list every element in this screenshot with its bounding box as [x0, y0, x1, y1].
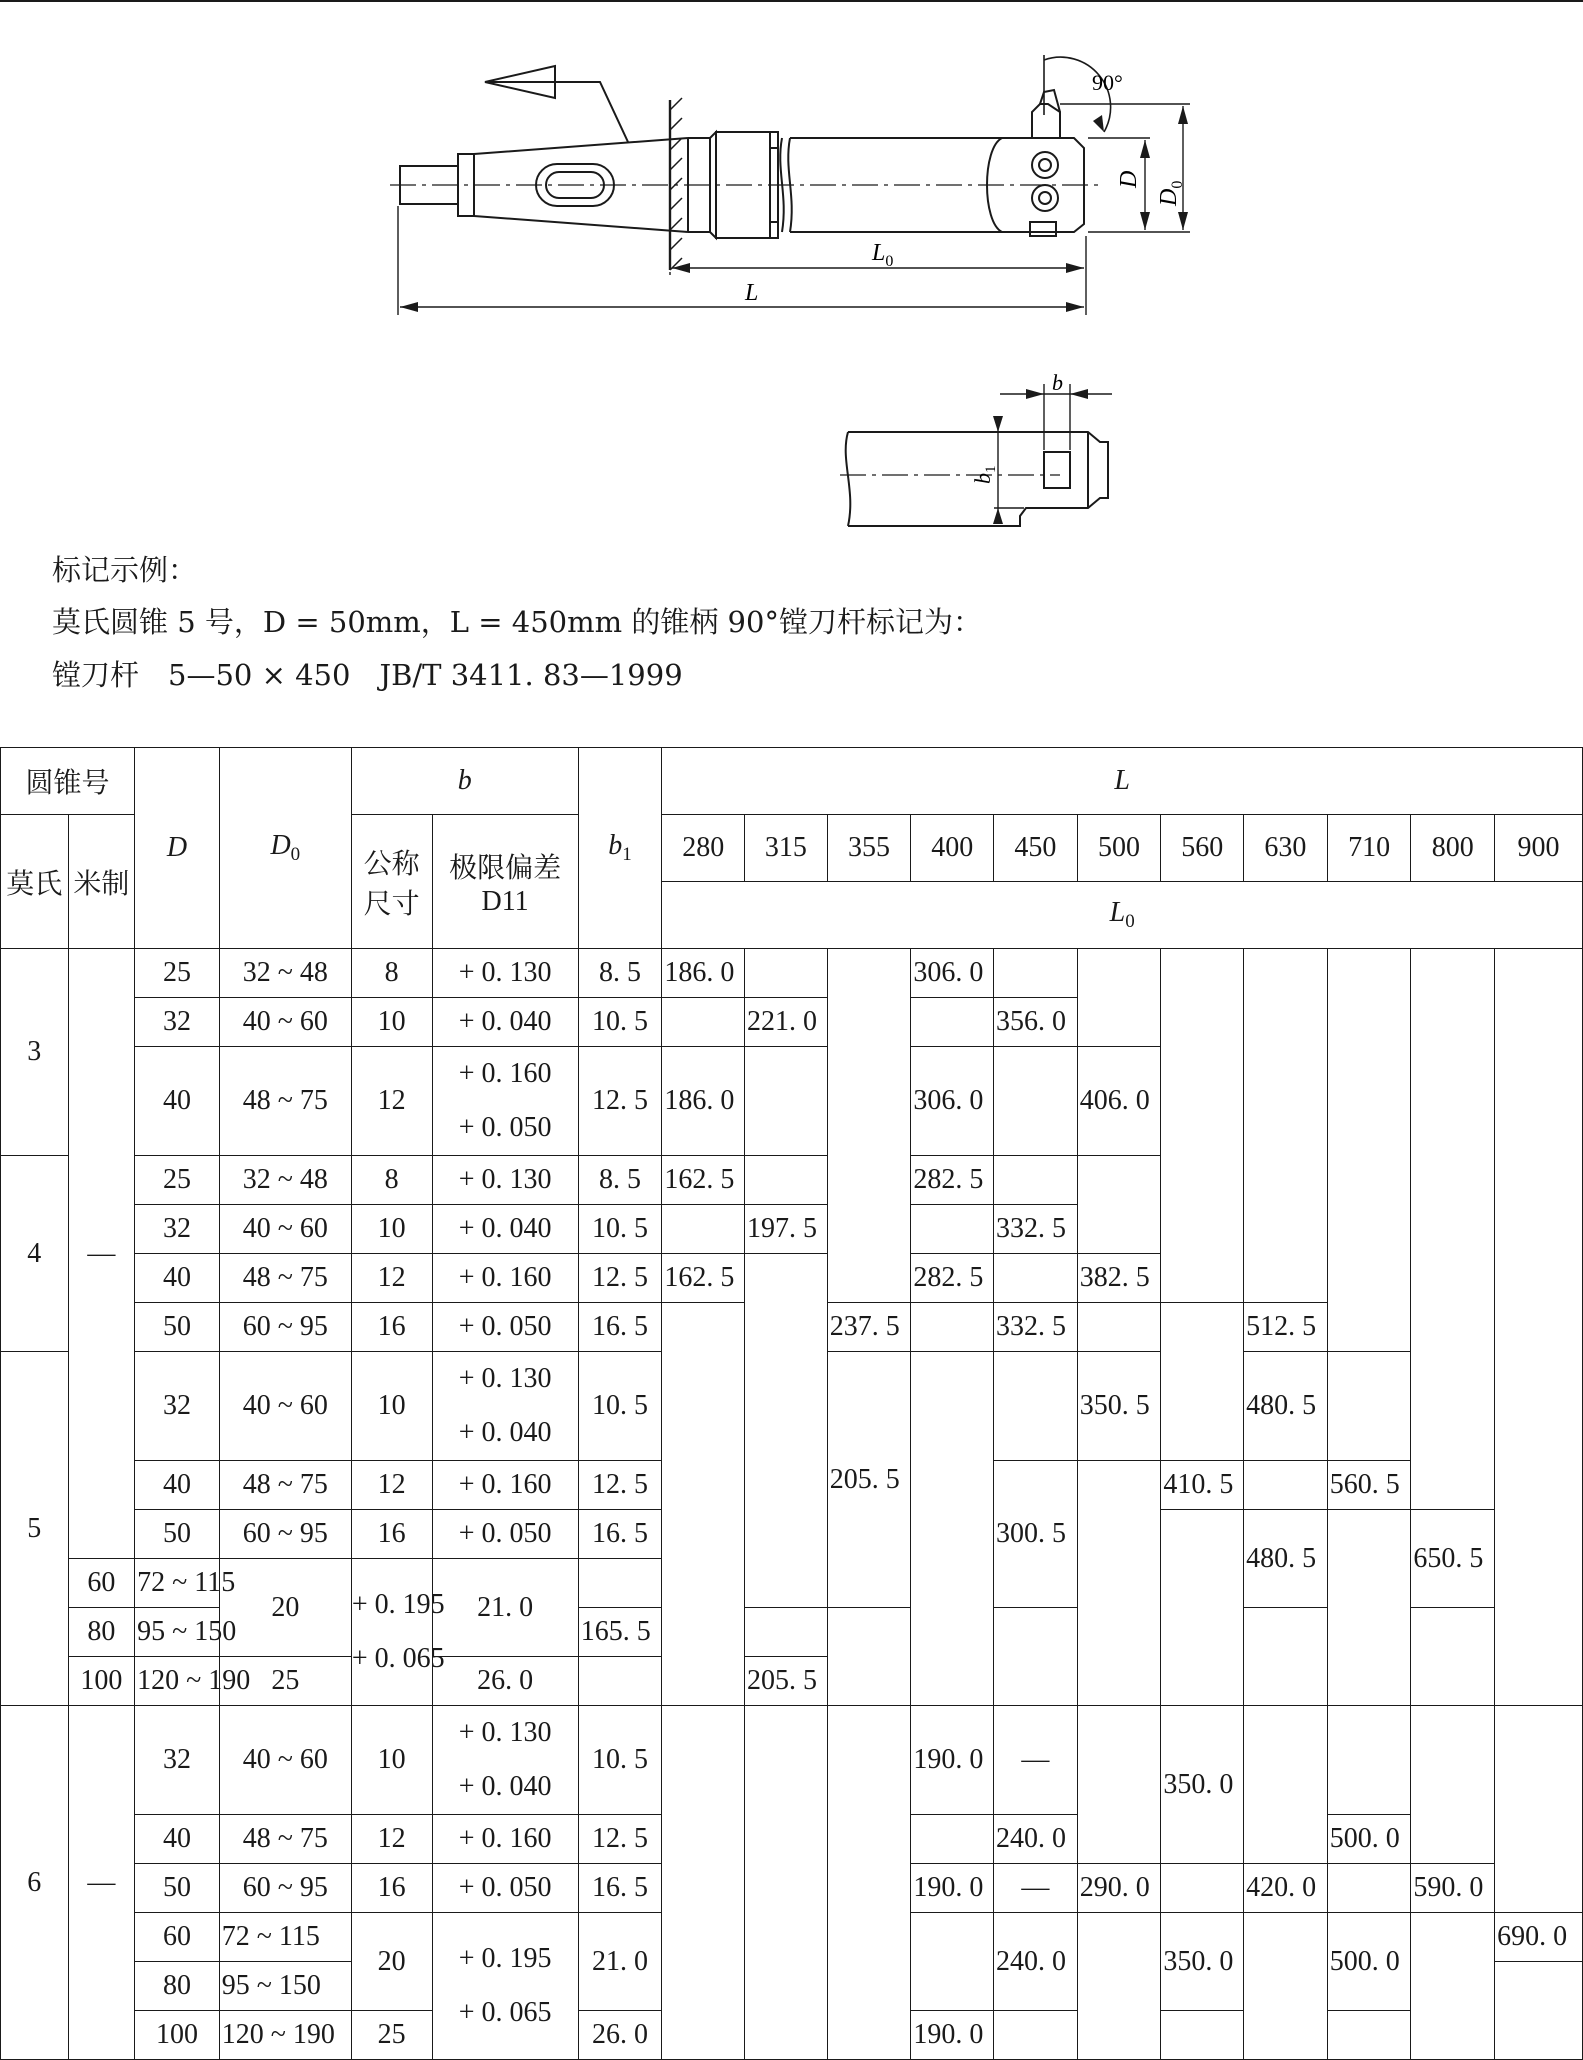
cell-L0: 650. 5	[1411, 1510, 1495, 1608]
cell-L0	[1077, 1156, 1161, 1254]
cell-b: 12	[351, 1815, 432, 1864]
spec-table	[0, 747, 1583, 2060]
cell-b1: 16. 5	[578, 1864, 662, 1913]
cell-L0	[745, 949, 828, 998]
cell-L0	[994, 1047, 1078, 1156]
cell-D: 60	[68, 1559, 135, 1608]
cell-D0: 72 ~ 115	[219, 1913, 351, 1962]
cell-L0	[1327, 1706, 1411, 1815]
example-text: 莫氏圆锥 5 号，D = 50mm，L = 450mm 的锥柄 90°镗刀杆标记为：	[52, 605, 982, 639]
cell-L0: 162. 5	[662, 1254, 745, 1303]
metric-cell: —	[68, 1706, 135, 2060]
cell-D0: 40 ~ 60	[219, 998, 351, 1047]
cell-D0: 120 ~ 190	[135, 1657, 220, 1706]
cell-L0	[827, 949, 911, 1303]
cell-b1: 21. 0	[578, 1913, 662, 2011]
cell-L0	[745, 1047, 828, 1156]
cell-L0: 332. 5	[994, 1303, 1078, 1352]
cell-L0	[1244, 1706, 1328, 1864]
D-label: D	[1116, 170, 1142, 188]
cell-dev: + 0. 160	[432, 1815, 578, 1864]
cell-L0: 350. 0	[1161, 1706, 1244, 1864]
cell-D: 100	[135, 2011, 220, 2060]
cell-D0: 40 ~ 60	[219, 1706, 351, 1815]
hdr-D: D	[135, 748, 220, 949]
cell-D0: 48 ~ 75	[219, 1254, 351, 1303]
cell-L0: 500. 0	[1327, 1913, 1411, 2011]
cell-D0: 40 ~ 60	[219, 1352, 351, 1461]
designation-text: 镗刀杆 5—50 × 450 JB/T 3411. 83—1999	[52, 658, 683, 692]
cell-L0	[1077, 949, 1161, 1047]
cell-L0	[994, 1254, 1078, 1303]
cell-L0: 165. 5	[578, 1608, 662, 1657]
boring-bar-drawing	[0, 0, 1583, 540]
cell-L0	[662, 1205, 745, 1254]
cell-L0: 190. 0	[911, 1706, 994, 1815]
cell-L0: —	[994, 1706, 1078, 1815]
cell-L0: 356. 0	[994, 998, 1078, 1047]
cell-D: 40	[135, 1047, 220, 1156]
cell-b: 16	[351, 1510, 432, 1559]
hdr-taper-no: 圆锥号	[1, 748, 135, 815]
cell-L0: 237. 5	[827, 1303, 911, 1352]
hdr-L-value: 560	[1161, 815, 1244, 882]
cell-dev: + 0. 130	[432, 1156, 578, 1205]
cell-L0	[1411, 1913, 1495, 2060]
cell-b1: 16. 5	[578, 1510, 662, 1559]
cell-D0: 48 ~ 75	[219, 1047, 351, 1156]
cell-L0	[1411, 1706, 1495, 1864]
cell-dev: + 0. 050	[432, 1864, 578, 1913]
table-row	[1, 949, 1583, 998]
cell-L0	[994, 1608, 1078, 1706]
cell-L0: 186. 0	[662, 1047, 745, 1156]
cell-b1: 12. 5	[578, 1047, 662, 1156]
cell-b: 8	[351, 1156, 432, 1205]
cell-L0: 350. 0	[1161, 1913, 1244, 2011]
cell-L0: 300. 5	[994, 1461, 1078, 1608]
hdr-L0: $L_0$	[662, 882, 1583, 949]
cell-dev: + 0. 130 + 0. 040	[432, 1706, 578, 1815]
cell-L0: 480. 5	[1244, 1352, 1328, 1461]
cell-dev: + 0. 130 + 0. 040	[432, 1352, 578, 1461]
hdr-morse: 莫氏	[1, 815, 69, 949]
cell-D0: 120 ~ 190	[219, 2011, 351, 2060]
cell-dev: + 0. 160 + 0. 050	[432, 1047, 578, 1156]
cell-L0: 480. 5	[1244, 1510, 1328, 1608]
cell-L0: 590. 0	[1411, 1864, 1495, 1913]
cell-L0	[1327, 1864, 1411, 1913]
hdr-L: L	[662, 748, 1583, 815]
cell-b1: 12. 5	[578, 1254, 662, 1303]
cell-L0	[1411, 949, 1495, 1510]
cell-D: 40	[135, 1461, 220, 1510]
cell-L0: 221. 0	[745, 998, 828, 1047]
cell-b1: 8. 5	[578, 1156, 662, 1205]
cell-dev: + 0. 195 + 0. 065	[432, 1913, 578, 2060]
cell-D: 40	[135, 1815, 220, 1864]
hdr-L-value: 280	[662, 815, 745, 882]
cell-D: 80	[135, 1962, 220, 2011]
cell-b1: 10. 5	[578, 1205, 662, 1254]
cell-L0: 240. 0	[994, 1913, 1078, 2011]
cell-L0	[911, 1815, 994, 1864]
angle-label: 90°	[1092, 70, 1123, 95]
cell-b: 16	[351, 1864, 432, 1913]
cell-D: 40	[135, 1254, 220, 1303]
cell-dev: + 0. 130	[432, 949, 578, 998]
cell-L0	[1161, 949, 1244, 1303]
cell-D: 32	[135, 1205, 220, 1254]
cell-L0	[994, 1156, 1078, 1205]
cell-L0: 410. 5	[1161, 1461, 1244, 1510]
cell-b: 20	[351, 1913, 432, 2011]
hdr-L-value: 500	[1077, 815, 1161, 882]
cell-L0: 190. 0	[911, 1864, 994, 1913]
cell-b: 20	[219, 1559, 351, 1657]
cell-dev: + 0. 040	[432, 998, 578, 1047]
cell-L0: 290. 0	[1077, 1864, 1161, 1913]
hdr-L-value: 315	[745, 815, 828, 882]
cell-D: 32	[135, 1352, 220, 1461]
cell-L0	[911, 1205, 994, 1254]
cell-L0	[911, 1303, 994, 1352]
hdr-metric: 米制	[68, 815, 135, 949]
hdr-L-value: 630	[1244, 815, 1328, 882]
hdr-L-value: 450	[994, 815, 1078, 882]
cell-L0	[1495, 949, 1583, 1706]
D0-label: $D_0$	[1156, 180, 1186, 206]
cell-b: 10	[351, 1205, 432, 1254]
cell-L0	[1161, 1303, 1244, 1461]
L0-label: $L_0$	[872, 240, 894, 270]
cell-dev: + 0. 040	[432, 1205, 578, 1254]
cell-b1: 21. 0	[432, 1559, 578, 1657]
cell-b: 10	[351, 1706, 432, 1815]
cell-L0: 205. 5	[745, 1657, 828, 1706]
cell-L0: 190. 0	[911, 2011, 994, 2060]
cell-D0: 48 ~ 75	[219, 1815, 351, 1864]
cell-L0	[994, 1352, 1078, 1461]
cell-L0	[1495, 1706, 1583, 1913]
hdr-deviation: 极限偏差 D11	[432, 815, 578, 949]
cell-D0: 32 ~ 48	[219, 949, 351, 998]
cell-L0	[1327, 949, 1411, 1352]
cell-L0	[745, 1706, 828, 2060]
cell-L0: 197. 5	[745, 1205, 828, 1254]
cell-L0: —	[994, 1864, 1078, 1913]
cell-L0: 512. 5	[1244, 1303, 1328, 1352]
cell-L0: 406. 0	[1077, 1047, 1161, 1156]
cell-dev: + 0. 195 + 0. 065	[351, 1559, 432, 1706]
cell-L0: 282. 5	[911, 1254, 994, 1303]
cell-L0	[1244, 1608, 1328, 1706]
cell-L0: 282. 5	[911, 1156, 994, 1205]
hdr-L-value: 355	[827, 815, 911, 882]
cell-b1: 26. 0	[578, 2011, 662, 2060]
metric-cell: —	[68, 949, 135, 1559]
hdr-L-value: 800	[1411, 815, 1495, 882]
cell-L0	[1077, 1461, 1161, 1706]
cell-dev: + 0. 160	[432, 1254, 578, 1303]
cell-L0	[1244, 1913, 1328, 2060]
cell-L0	[745, 1254, 828, 1608]
cell-L0: 240. 0	[994, 1815, 1078, 1864]
cell-L0	[827, 1706, 911, 2060]
cell-b: 25	[351, 2011, 432, 2060]
hdr-b1: $b_1$	[578, 748, 662, 949]
cell-D0: 95 ~ 150	[135, 1608, 220, 1657]
L-label: L	[745, 280, 759, 306]
cell-b1: 12. 5	[578, 1461, 662, 1510]
cell-D0: 48 ~ 75	[219, 1461, 351, 1510]
b1-label: $b_1$	[970, 465, 999, 484]
cell-L0: 205. 5	[827, 1352, 911, 1608]
example-title: 标记示例：	[52, 553, 198, 587]
cell-L0	[1244, 949, 1328, 1303]
cell-L0: 306. 0	[911, 949, 994, 998]
cell-D0: 40 ~ 60	[219, 1205, 351, 1254]
cell-b1: 16. 5	[578, 1303, 662, 1352]
cell-L0	[1495, 1962, 1583, 2060]
hdr-b: b	[351, 748, 578, 815]
cell-L0: 162. 5	[662, 1156, 745, 1205]
cell-L0	[1327, 1510, 1411, 1706]
hdr-D0: $D_0$	[219, 748, 351, 949]
cell-L0: 186. 0	[662, 949, 745, 998]
cell-b1: 10. 5	[578, 998, 662, 1047]
cell-L0	[1077, 1913, 1161, 2060]
cell-D: 50	[135, 1303, 220, 1352]
cell-b1: 12. 5	[578, 1815, 662, 1864]
cell-b: 25	[219, 1657, 351, 1706]
cell-D0: 72 ~ 115	[135, 1559, 220, 1608]
cell-L0: 382. 5	[1077, 1254, 1161, 1303]
cell-L0	[1244, 1461, 1328, 1510]
cell-L0: 560. 5	[1327, 1461, 1411, 1510]
taper-cell: 6	[1, 1706, 69, 2060]
cell-b: 8	[351, 949, 432, 998]
cell-L0: 332. 5	[994, 1205, 1078, 1254]
cell-D: 100	[68, 1657, 135, 1706]
cell-b: 12	[351, 1461, 432, 1510]
cell-b: 12	[351, 1047, 432, 1156]
cell-L0: 350. 5	[1077, 1352, 1161, 1461]
cell-D0: 32 ~ 48	[219, 1156, 351, 1205]
cell-D0: 60 ~ 95	[219, 1864, 351, 1913]
cell-D: 50	[135, 1864, 220, 1913]
hdr-nominal: 公称 尺寸	[351, 815, 432, 949]
cell-L0	[578, 1657, 662, 1706]
cell-L0	[911, 1913, 994, 2011]
cell-b1: 10. 5	[578, 1352, 662, 1461]
cell-D: 60	[135, 1913, 220, 1962]
cell-L0	[994, 949, 1078, 998]
cell-D: 80	[68, 1608, 135, 1657]
cell-L0	[1161, 2011, 1244, 2060]
cell-L0	[1077, 1706, 1161, 1864]
taper-cell: 5	[1, 1352, 69, 1706]
cell-L0: 420. 0	[1244, 1864, 1328, 1913]
cell-L0	[662, 998, 745, 1047]
cell-L0	[911, 1352, 994, 1706]
cell-b: 10	[351, 1352, 432, 1461]
cell-L0: 500. 0	[1327, 1815, 1411, 1864]
cell-dev: + 0. 050	[432, 1303, 578, 1352]
cell-L0	[662, 1303, 745, 1706]
cell-L0	[745, 1156, 828, 1205]
cell-D0: 60 ~ 95	[219, 1510, 351, 1559]
cell-dev: + 0. 160	[432, 1461, 578, 1510]
cell-L0	[662, 1706, 745, 2060]
cell-b1: 10. 5	[578, 1706, 662, 1815]
cell-L0	[911, 998, 994, 1047]
cell-L0	[827, 1608, 911, 1706]
cell-dev: + 0. 050	[432, 1510, 578, 1559]
cell-b1: 26. 0	[432, 1657, 578, 1706]
cell-L0	[1161, 1864, 1244, 1913]
cell-L0: 306. 0	[911, 1047, 994, 1156]
hdr-L-value: 400	[911, 815, 994, 882]
hdr-L-value: 710	[1327, 815, 1411, 882]
cell-b: 16	[351, 1303, 432, 1352]
cell-L0	[994, 2011, 1078, 2060]
cell-L0	[745, 1608, 828, 1657]
cell-b1: 8. 5	[578, 949, 662, 998]
cell-D: 25	[135, 949, 220, 998]
cell-L0	[1327, 2011, 1411, 2060]
cell-L0	[1161, 1510, 1244, 1706]
b-label: b	[1052, 370, 1063, 395]
cell-D: 25	[135, 1156, 220, 1205]
cell-b: 12	[351, 1254, 432, 1303]
cell-D0: 95 ~ 150	[219, 1962, 351, 2011]
cell-D: 32	[135, 998, 220, 1047]
hdr-L-value: 900	[1495, 815, 1583, 882]
taper-cell: 3	[1, 949, 69, 1156]
cell-D0: 60 ~ 95	[219, 1303, 351, 1352]
cell-L0	[1077, 1303, 1161, 1352]
cell-D: 32	[135, 1706, 220, 1815]
cell-b: 10	[351, 998, 432, 1047]
taper-cell: 4	[1, 1156, 69, 1352]
cell-D: 50	[135, 1510, 220, 1559]
cell-L0: 690. 0	[1495, 1913, 1583, 1962]
